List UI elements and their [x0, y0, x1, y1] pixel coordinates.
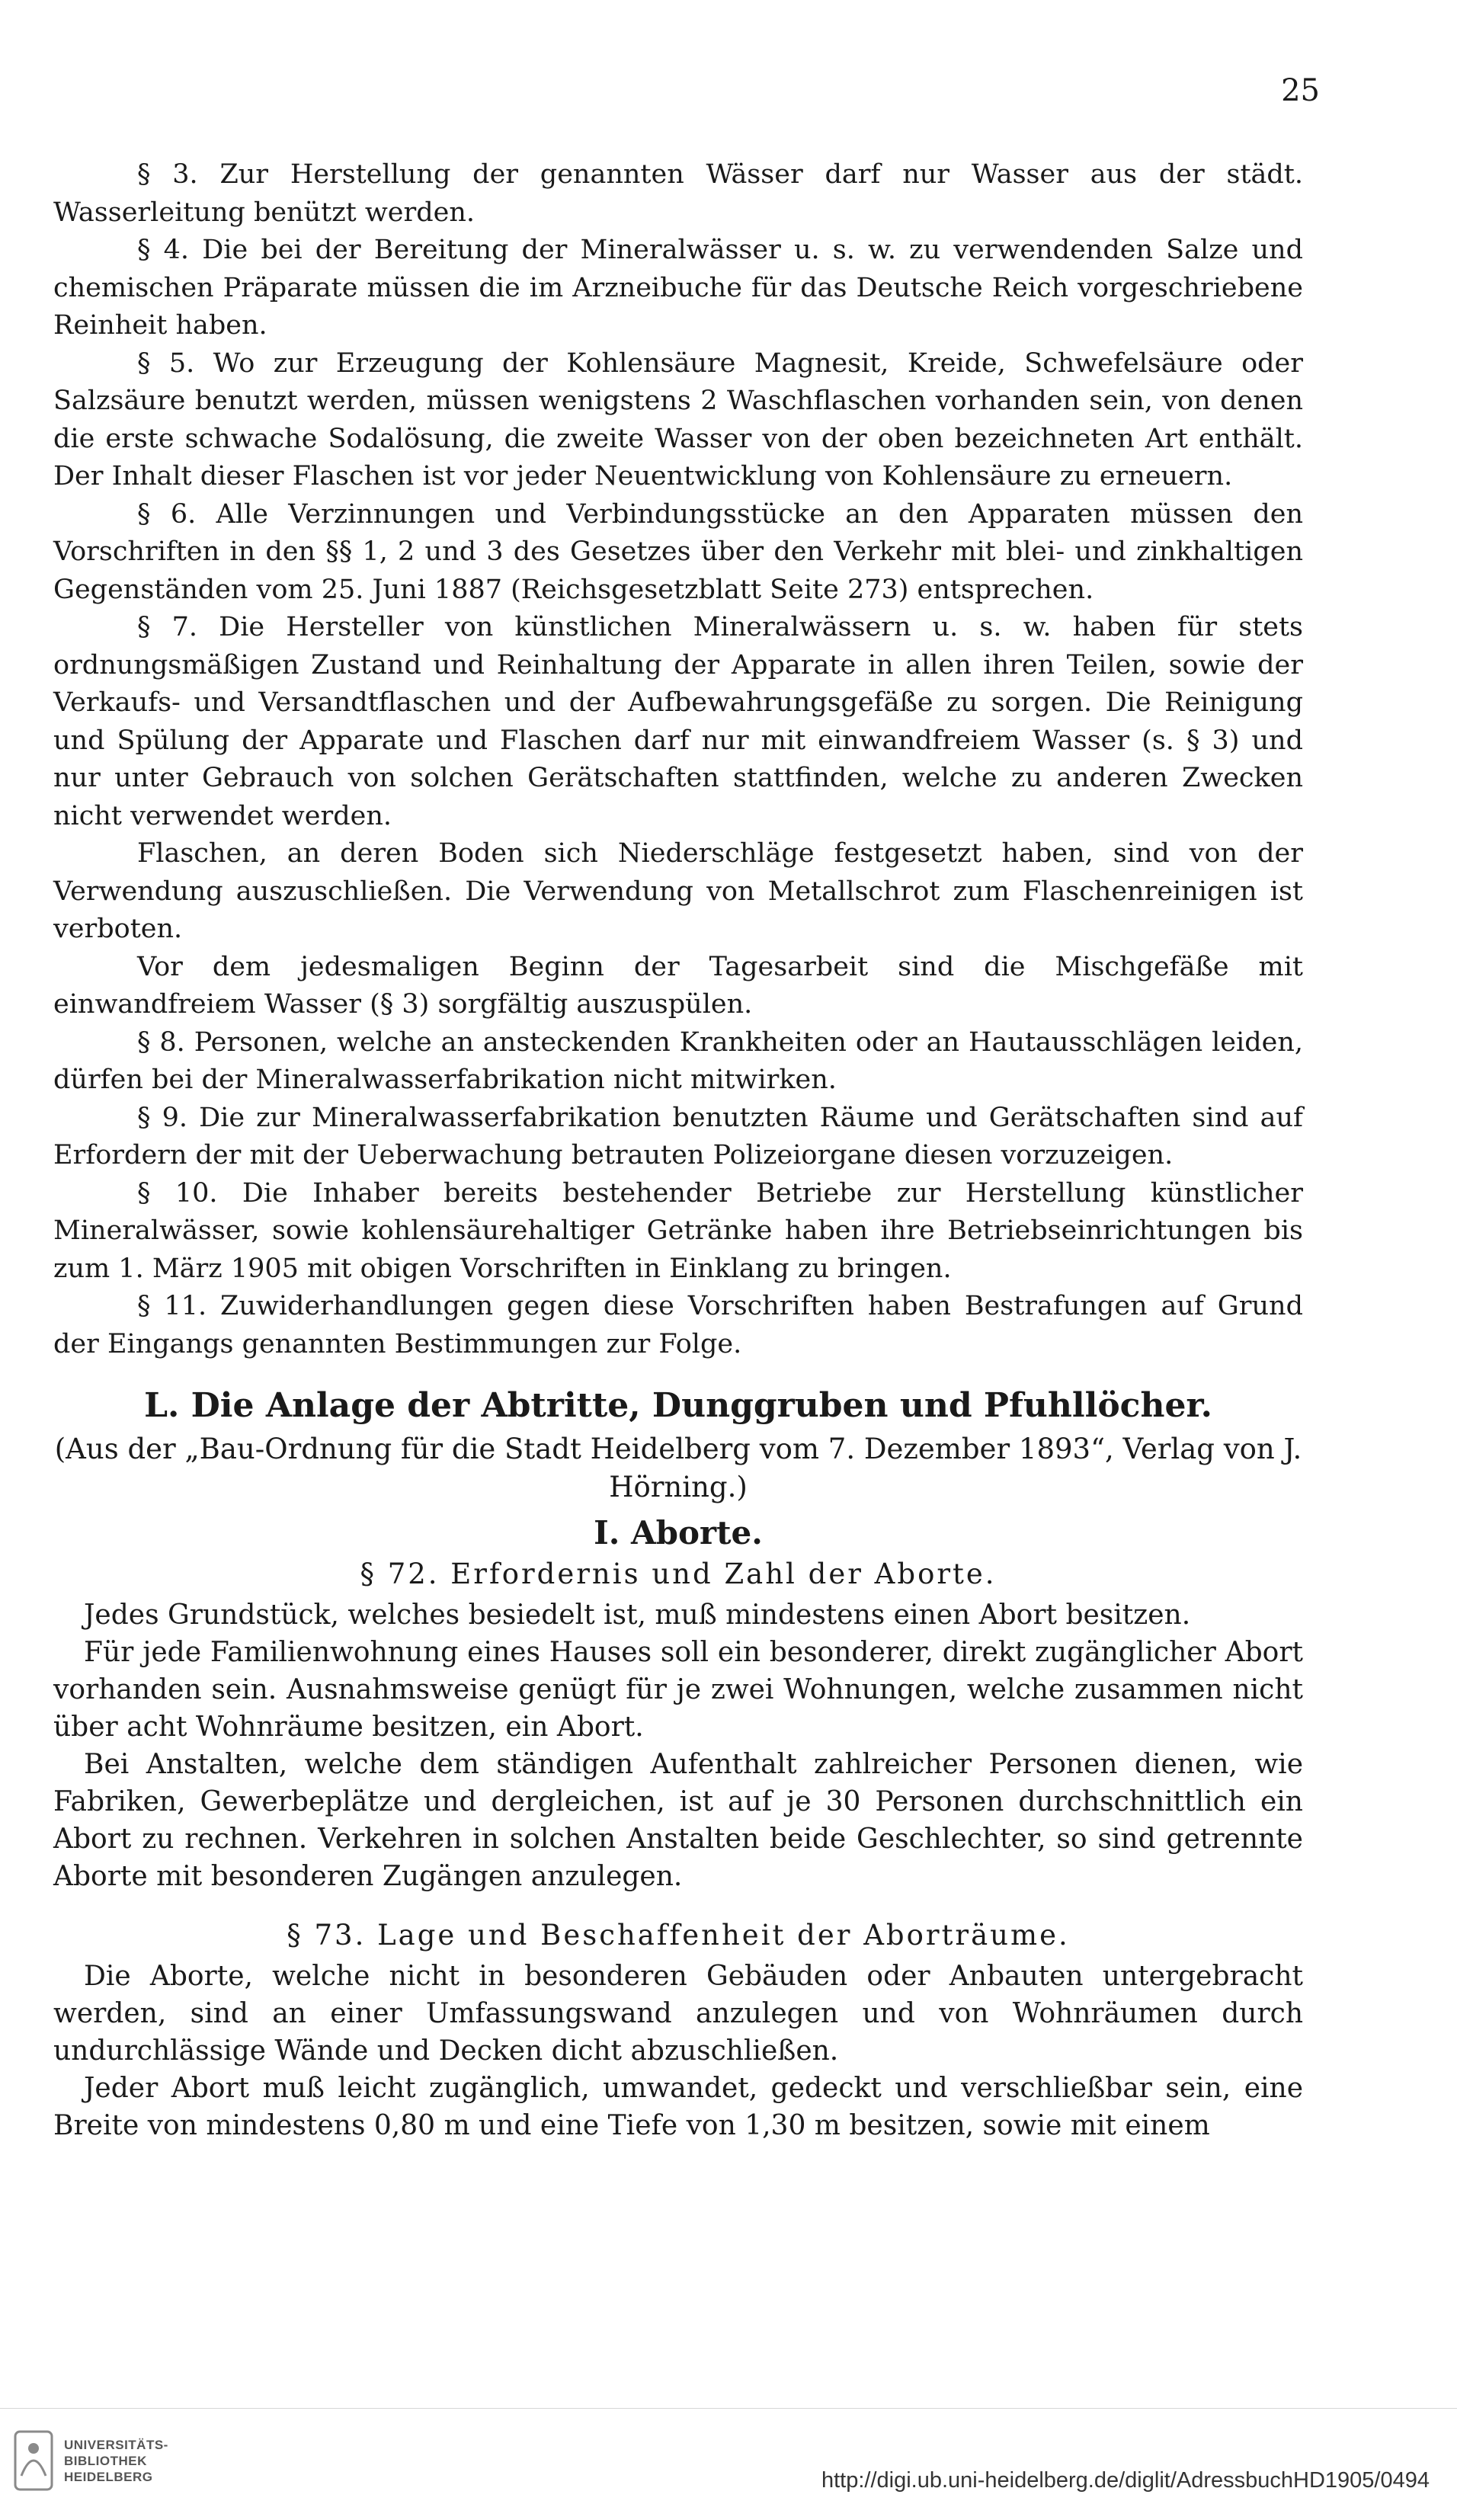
logo-line-1: UNIVERSITÄTS-	[64, 2437, 168, 2452]
paragraph-72-3: Bei Anstalten, welche dem ständigen Aufenthalt zahlreicher Personen dienen, wie Fabriken, Gewerbeplätze und dergleichen, ist auf je 30 Personen durchschnittlich ein Abort zu rechnen. Verkehren in solchen Anstalten beide Geschlechter, so sind getrennte Aborte mit besonderen Zugängen anzulegen.	[53, 1749, 1303, 1892]
library-seal-icon	[14, 2430, 53, 2491]
paragraph-heading-72: § 72. Erfordernis und Zahl der Aborte.	[360, 1558, 997, 1590]
source-note: (Aus der „Bau-Ordnung für die Stadt Heidelberg vom 7. Dezember 1893“, Verlag von J. Hörning.)	[54, 1433, 1302, 1503]
paragraph-72-1: Jedes Grundstück, welches besiedelt ist, muß mindestens einen Abort besitzen.	[84, 1599, 1191, 1631]
page-body	[53, 156, 1303, 2144]
footer	[0, 2408, 1457, 2520]
paragraph-section-4: § 4. Die bei der Bereitung der Mineralwässer u. s. w. zu verwendenden Salze und chemischen Präparate müssen die im Arzneibuche für das Deutsche Reich vorgeschriebene Reinheit haben.	[53, 235, 1303, 341]
library-logo[interactable]	[14, 2430, 168, 2491]
page-number: 25	[1281, 73, 1320, 108]
paragraph-tagesarbeit: Vor dem jedesmaligen Beginn der Tagesarbeit sind die Mischgefäße mit einwandfreiem Wasser (§ 3) sorgfältig auszuspülen.	[53, 951, 1303, 1020]
paragraph-section-10: § 10. Die Inhaber bereits bestehender Betriebe zur Herstellung künstlicher Mineralwässer, sowie kohlensäurehaltiger Getränke haben ihre Betriebseinrichtungen bis zum 1. März 1905 mit obigen Vorschriften in Einklang zu bringen.	[53, 1177, 1303, 1284]
paragraph-heading-73: § 73. Lage und Beschaffenheit der Aborträume.	[287, 1919, 1070, 1952]
paragraph-flaschen: Flaschen, an deren Boden sich Niederschläge festgesetzt haben, sind von der Verwendung auszuschließen. Die Verwendung von Metallschrot zum Flaschenreinigen ist verboten.	[53, 838, 1303, 944]
logo-line-2: BIBLIOTHEK	[64, 2453, 147, 2468]
sub-heading-aborte: I. Aborte.	[594, 1514, 763, 1551]
paragraph-72-2: Für jede Familienwohnung eines Hauses soll ein besonderer, direkt zugänglicher Abort vorhanden sein. Ausnahmsweise genügt für je zwei Wohnungen, welche zusammen nicht über acht Wohnräume besitzen, ein Abort.	[53, 1637, 1303, 1743]
paragraph-section-11: § 11. Zuwiderhandlungen gegen diese Vorschriften haben Bestrafungen auf Grund der Eingangs genannten Bestimmungen zur Folge.	[53, 1291, 1303, 1359]
paragraph-section-8: § 8. Personen, welche an ansteckenden Krankheiten oder an Hautausschlägen leiden, dürfen bei der Mineralwasserfabrikation nicht mitwirken.	[53, 1026, 1303, 1095]
paragraph-section-6: § 6. Alle Verzinnungen und Verbindungsstücke an den Apparaten müssen den Vorschriften in den §§ 1, 2 und 3 des Gesetzes über den Verkehr mit blei- und zinkhaltigen Gegenständen vom 25. Juni 1887 (Reichsgesetzblatt Seite 273) entsprechen.	[53, 498, 1303, 605]
source-url-link[interactable]: http://digi.ub.uni-heidelberg.de/diglit/AdressbuchHD1905/0494	[821, 2468, 1430, 2493]
paragraph-section-3: § 3. Zur Herstellung der genannten Wässer darf nur Wasser aus der städt. Wasserleitung benützt werden.	[53, 159, 1303, 228]
paragraph-section-7: § 7. Die Hersteller von künstlichen Mineralwässern u. s. w. haben für stets ordnungsmäßigen Zustand und Reinhaltung der Apparate in allen ihren Teilen, sowie der Verkaufs- und Versandtflaschen und der Aufbewahrungsgefäße zu sorgen. Die Reinigung und Spülung der Apparate und Flaschen darf nur mit einwandfreiem Wasser (s. § 3) und nur unter Gebrauch von solchen Gerätschaften stattfinden, welche zu anderen Zwecken nicht verwendet werden.	[53, 612, 1303, 831]
logo-line-3: HEIDELBERG	[64, 2469, 153, 2484]
paragraph-73-2: Jeder Abort muß leicht zugänglich, umwandet, gedeckt und verschließbar sein, eine Breite von mindestens 0,80 m und eine Tiefe von 1,30 m besitzen, sowie mit einem	[53, 2073, 1303, 2141]
section-heading: L. Die Anlage der Abtritte, Dunggruben und Pfuhllöcher.	[144, 1386, 1212, 1425]
paragraph-73-1: Die Aborte, welche nicht in besonderen Gebäuden oder Anbauten untergebracht werden, sind an einer Umfassungswand anzulegen und von Wohnräumen durch undurchlässige Wände und Decken dicht abzuschließen.	[53, 1961, 1303, 2067]
paragraph-section-5: § 5. Wo zur Erzeugung der Kohlensäure Magnesit, Kreide, Schwefelsäure oder Salzsäure benutzt werden, müssen wenigstens 2 Waschflaschen vorhanden sein, von denen die erste schwache Sodalösung, die zweite Wasser von der oben bezeichneten Art enthält. Der Inhalt dieser Flaschen ist vor jeder Neuentwicklung von Kohlensäure zu erneuern.	[53, 347, 1303, 492]
paragraph-section-9: § 9. Die zur Mineralwasserfabrikation benutzten Räume und Gerätschaften sind auf Erfordern der mit der Ueberwachung betrauten Polizeiorgane diesen vorzuzeigen.	[53, 1102, 1303, 1170]
